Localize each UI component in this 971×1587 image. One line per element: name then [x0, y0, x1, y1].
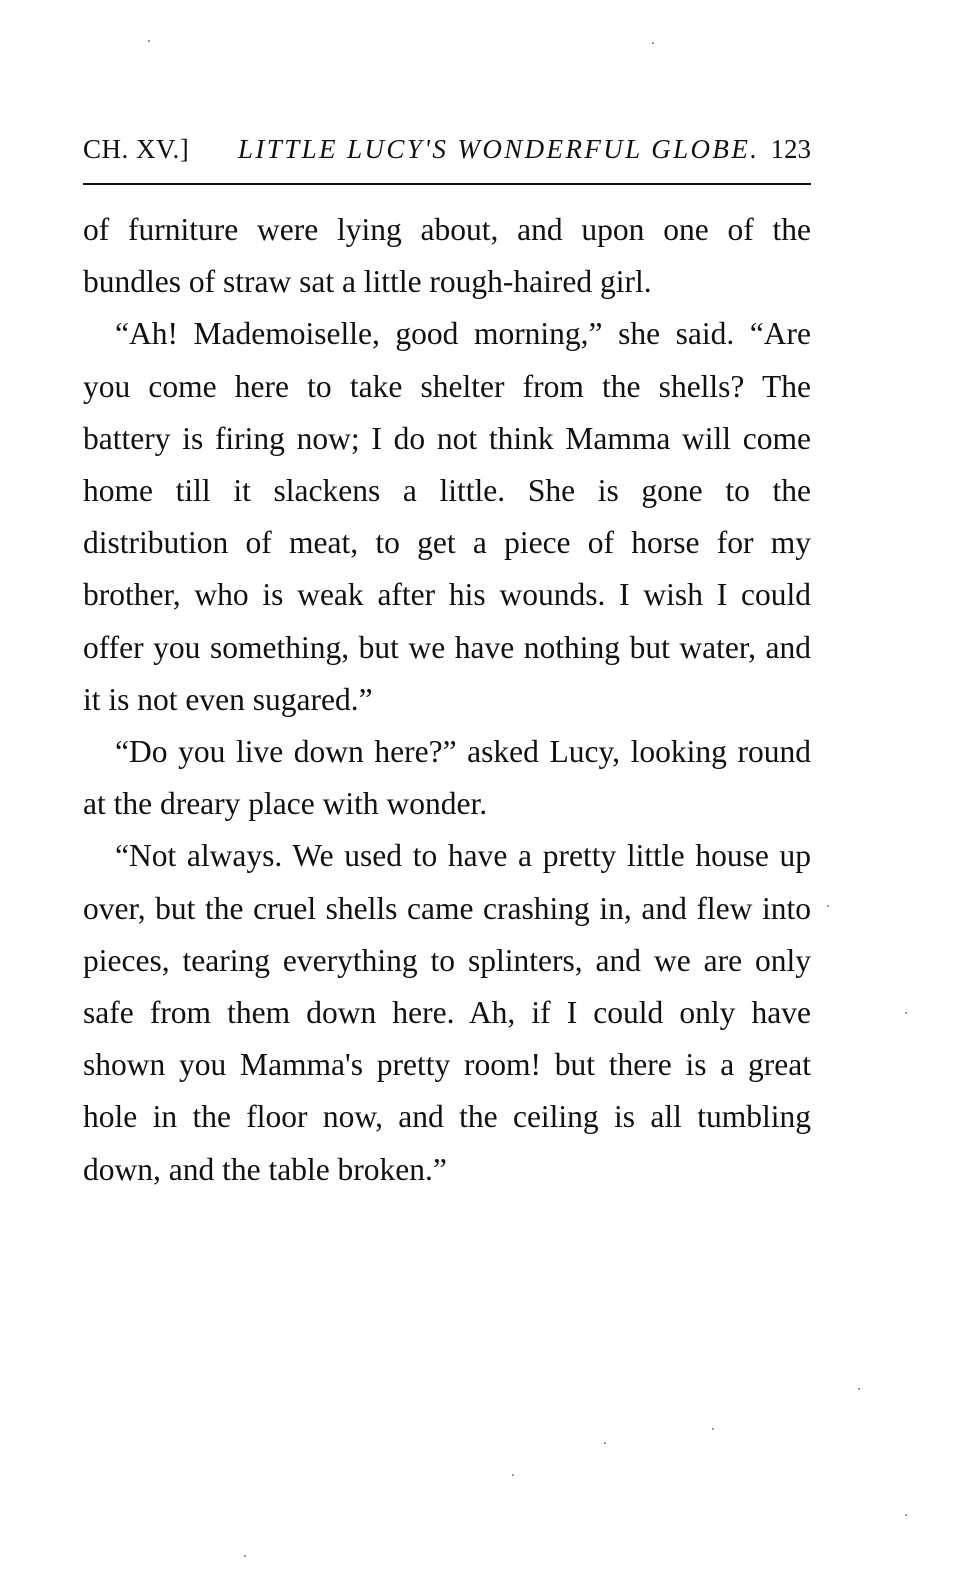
paper-speck	[604, 1442, 606, 1444]
header-rule	[83, 183, 811, 185]
paragraph-1: of furniture were lying about, and upon one of the bundles of straw sat a little rough-haired girl.	[83, 212, 811, 300]
running-head	[83, 128, 811, 170]
paper-speck	[827, 905, 829, 907]
paragraph-2: “Ah! Mademoiselle, good morning,” she said. “Are you come here to take shelter from the shells? The battery is firing now; I do not think Mamma will come home till it slackens a little. She is gone to the distribution of meat, to get a piece of horse for my brother, who is weak after his wounds. I wish I could offer you something, but we have nothing but water, and it is not even sugared.”	[83, 316, 811, 717]
paragraph-4: “Not always. We used to have a pretty little house up over, but the cruel shells came crashing in, and flew into pieces, tearing everything to splinters, and we are only safe from them down here. Ah, if I could only have shown you Mamma's pretty room! but there is a great hole in the floor now, and the ceiling is all tumbling down, and the table broken.”	[83, 838, 811, 1187]
paper-speck	[905, 1514, 907, 1516]
page-number: 123	[770, 134, 811, 164]
paper-speck	[244, 1555, 246, 1557]
paper-speck	[905, 1012, 907, 1014]
book-title: LITTLE LUCY'S WONDERFUL GLOBE.	[238, 134, 760, 164]
paper-speck	[712, 1428, 714, 1430]
paper-speck	[652, 42, 654, 44]
paragraph-3: “Do you live down here?” asked Lucy, looking round at the dreary place with wonder.	[83, 734, 811, 822]
paper-speck	[858, 1388, 860, 1390]
paper-speck	[148, 40, 150, 42]
paper-speck	[512, 1474, 514, 1476]
chapter-label: CH. XV.]	[83, 134, 190, 164]
body-text	[83, 204, 811, 1196]
